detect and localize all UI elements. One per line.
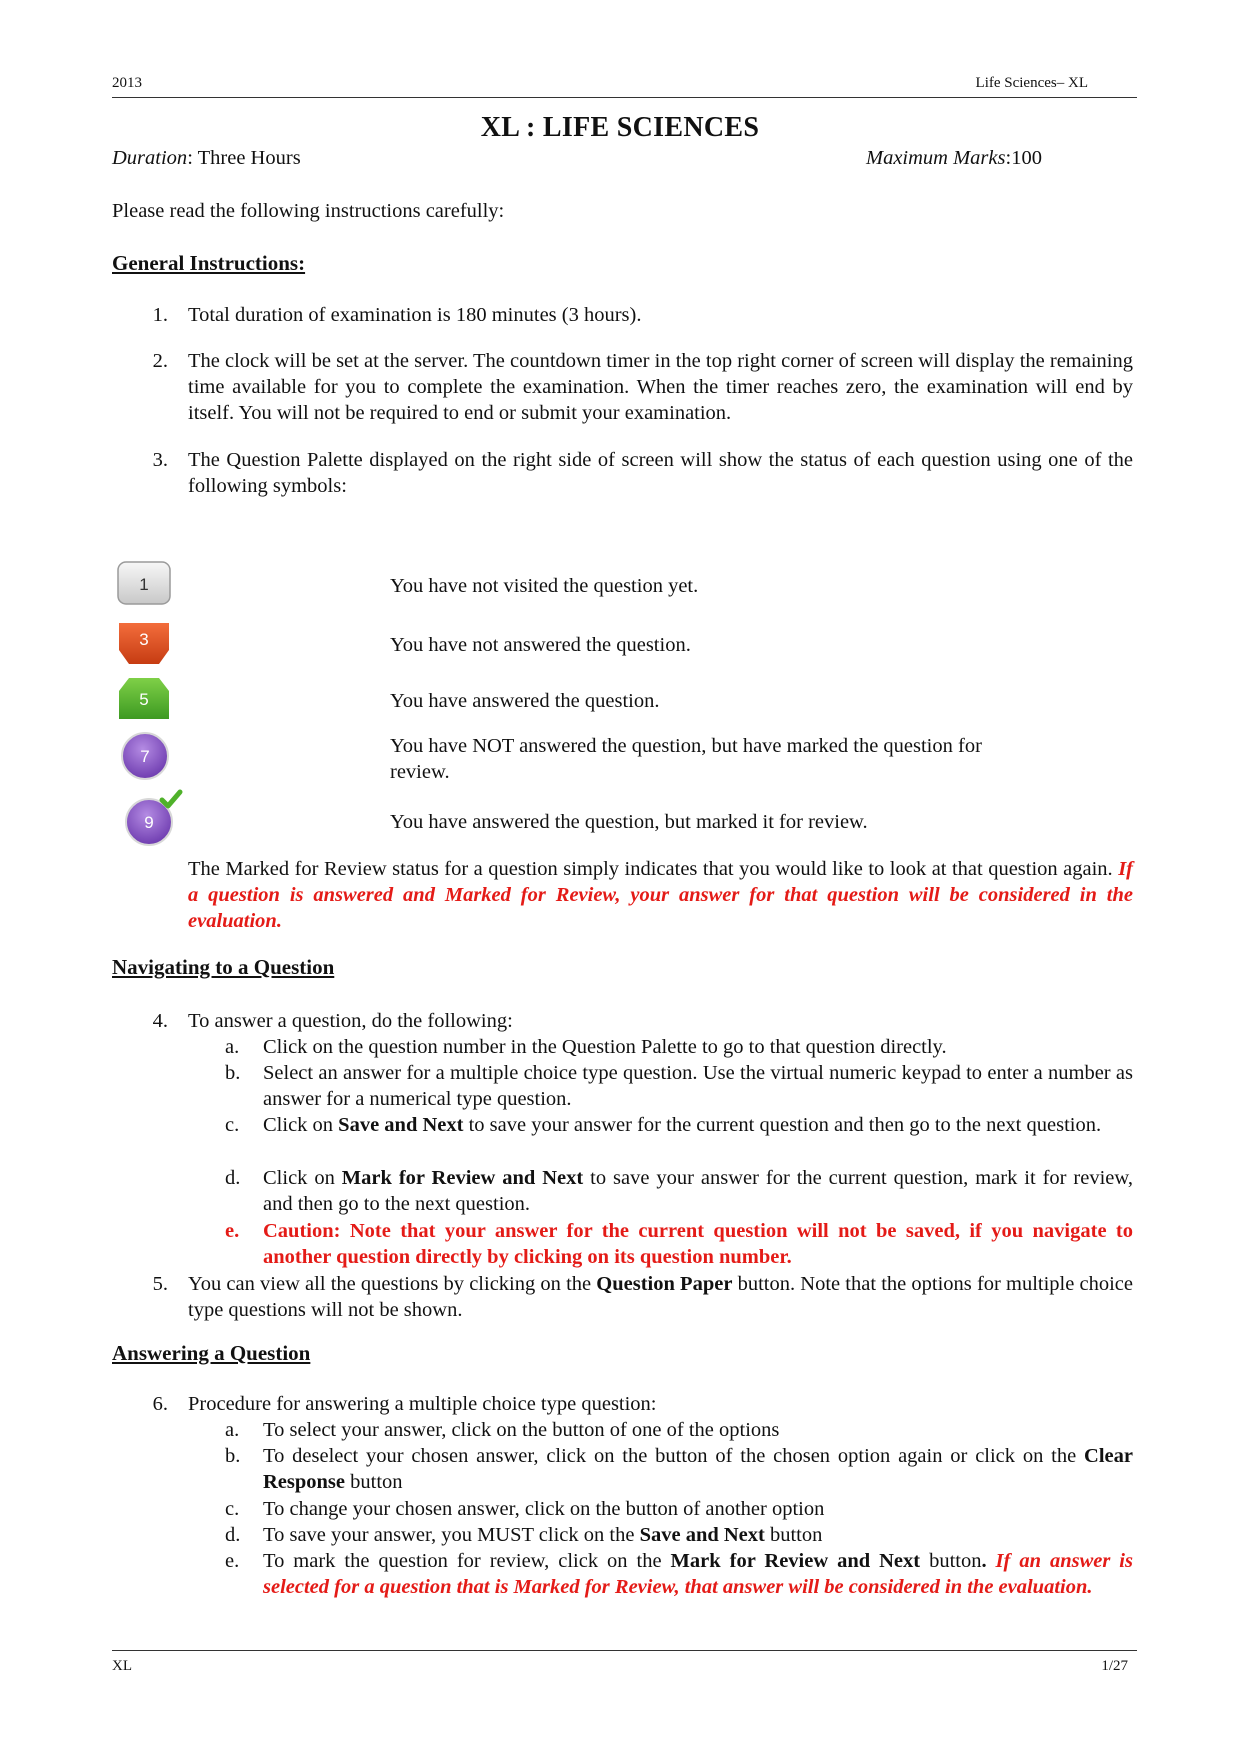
mark-for-review-ref-2: Mark for Review and Next <box>670 1550 921 1572</box>
answered-marked-icon <box>122 788 186 848</box>
item-2-number: 2. <box>152 350 168 372</box>
page-title: XL : LIFE SCIENCES <box>480 112 760 143</box>
nav-c-text <box>263 1112 1133 1138</box>
item-1-number: 1. <box>152 304 168 326</box>
header-subject: Life Sciences– XL <box>975 75 1088 91</box>
nav-a-text: Click on the question number in the Question Palette to go to that question directly. <box>263 1036 947 1058</box>
ans-e-dot: . <box>981 1550 987 1572</box>
not-visited-number: 1 <box>139 575 149 594</box>
item-5-number: 5. <box>152 1273 168 1295</box>
not-visited-icon <box>116 560 174 608</box>
save-and-next-ref-2: Save and Next <box>639 1524 765 1546</box>
answered-marked-number: 9 <box>144 813 154 832</box>
item-4-number: 4. <box>152 1010 168 1032</box>
item-5-pre: You can view all the questions by clicking on the <box>188 1273 597 1295</box>
ans-e-pre: To mark the question for review, click on the <box>263 1550 671 1572</box>
ans-d-label: d. <box>225 1524 241 1546</box>
ans-b-post: button <box>345 1471 403 1493</box>
duration <box>112 145 301 171</box>
ans-c-label: c. <box>225 1498 240 1520</box>
marked-review-note <box>188 856 1133 934</box>
symbol-text-answered: You have answered the question. <box>390 690 660 712</box>
clear-response-ref: Clear Response <box>263 1445 1133 1493</box>
footer-rule <box>112 1650 1137 1651</box>
duration-label: Duration <box>112 147 188 169</box>
not-answered-number: 3 <box>139 630 149 649</box>
footer-code: XL <box>112 1658 132 1674</box>
item-5-post: button. Note that the options for multiple choice type questions will not be shown. <box>188 1273 1133 1321</box>
symbol-text-answered-marked: You have answered the question, but marked it for review. <box>390 811 868 833</box>
max-marks-value: :100 <box>1005 147 1042 169</box>
navigating-heading: Navigating to a Question <box>112 955 335 979</box>
item-6-text: Procedure for answering a multiple choice type question: <box>188 1393 657 1415</box>
ans-e-red: If an answer is selected for a question that is Marked for Review, that answer will be considered in the evaluation. <box>263 1550 1133 1598</box>
item-4-text: To answer a question, do the following: <box>188 1010 513 1032</box>
nav-d-text <box>263 1165 1133 1217</box>
check-icon <box>162 792 180 806</box>
symbol-text-not-answered: You have not answered the question. <box>390 634 691 656</box>
ans-a-label: a. <box>225 1419 240 1441</box>
ans-a-text: To select your answer, click on the button of one of the options <box>263 1419 780 1441</box>
answered-number: 5 <box>139 690 149 709</box>
save-and-next-ref: Save and Next <box>338 1114 464 1136</box>
nav-d-pre: Click on <box>263 1167 342 1189</box>
page-number: 1/27 <box>1101 1658 1128 1674</box>
ans-d-pre: To save your answer, you MUST click on the <box>263 1524 640 1546</box>
nav-a-label: a. <box>225 1036 240 1058</box>
max-marks <box>866 145 1042 171</box>
item-3-text: The Question Palette displayed on the right side of screen will show the status of each question using one of the following symbols: <box>188 449 1133 497</box>
ans-c-text: To change your chosen answer, click on the button of another option <box>263 1498 825 1520</box>
ans-e-post: button <box>920 1550 982 1572</box>
caution-text: Caution: Note that your answer for the current question will not be saved, if you navigate to another question directly by clicking on its question number. <box>263 1220 1133 1268</box>
ans-b-label: b. <box>225 1445 241 1467</box>
ans-d-text <box>263 1522 1133 1548</box>
nav-e-label: e. <box>225 1220 240 1242</box>
item-5-text <box>188 1271 1133 1323</box>
ans-e-text <box>263 1548 1133 1600</box>
header-year: 2013 <box>112 75 142 91</box>
ans-e-label: e. <box>225 1550 240 1572</box>
item-1-text: Total duration of examination is 180 minutes (3 hours). <box>188 304 642 326</box>
question-paper-ref: Question Paper <box>596 1273 733 1295</box>
duration-value: : Three Hours <box>187 147 301 169</box>
nav-c-label: c. <box>225 1114 240 1136</box>
nav-b-text: Select an answer for a multiple choice type question. Use the virtual numeric keypad to enter a number as answer for a numerical type question. <box>263 1062 1133 1110</box>
nav-c-post: to save your answer for the current question and then go to the next question. <box>463 1114 1102 1136</box>
nav-b-label: b. <box>225 1062 241 1084</box>
answered-icon <box>116 675 174 723</box>
nav-d-post: to save your answer for the current question, mark it for review, and then go to the next question. <box>263 1167 1133 1215</box>
max-marks-label: Maximum Marks <box>866 147 1006 169</box>
not-answered-icon <box>116 620 174 668</box>
marked-for-review-icon <box>116 730 174 782</box>
mark-for-review-ref: Mark for Review and Next <box>341 1167 584 1189</box>
nav-c-pre: Click on <box>263 1114 339 1136</box>
ans-b-pre: To deselect your chosen answer, click on the button of the chosen option again or click on the <box>263 1445 1085 1467</box>
ans-b-text <box>263 1443 1133 1495</box>
nav-d-label: d. <box>225 1167 241 1189</box>
ans-d-post: button <box>764 1524 823 1546</box>
marked-number: 7 <box>140 747 150 766</box>
symbol-text-not-visited: You have not visited the question yet. <box>390 575 699 597</box>
marked-note-plain: The Marked for Review status for a question simply indicates that you would like to look at that question again. <box>188 858 1119 880</box>
item-2-text: The clock will be set at the server. The countdown timer in the top right corner of screen will display the remaining time available for you to complete the examination. When the timer reaches zero, the examination will end by itself. You will not be required to end or submit your examination. <box>188 350 1133 424</box>
item-3-number: 3. <box>152 449 168 471</box>
symbol-text-marked: You have NOT answered the question, but have marked the question for review. <box>390 735 982 783</box>
answering-heading: Answering a Question <box>112 1341 311 1365</box>
marked-note-red: If a question is answered and Marked for Review, your answer for that question will be considered in the evaluation. <box>188 858 1133 932</box>
item-6-number: 6. <box>152 1393 168 1415</box>
intro-text: Please read the following instructions carefully: <box>112 200 505 222</box>
general-heading: General Instructions: <box>112 251 306 275</box>
header-rule <box>112 97 1137 98</box>
